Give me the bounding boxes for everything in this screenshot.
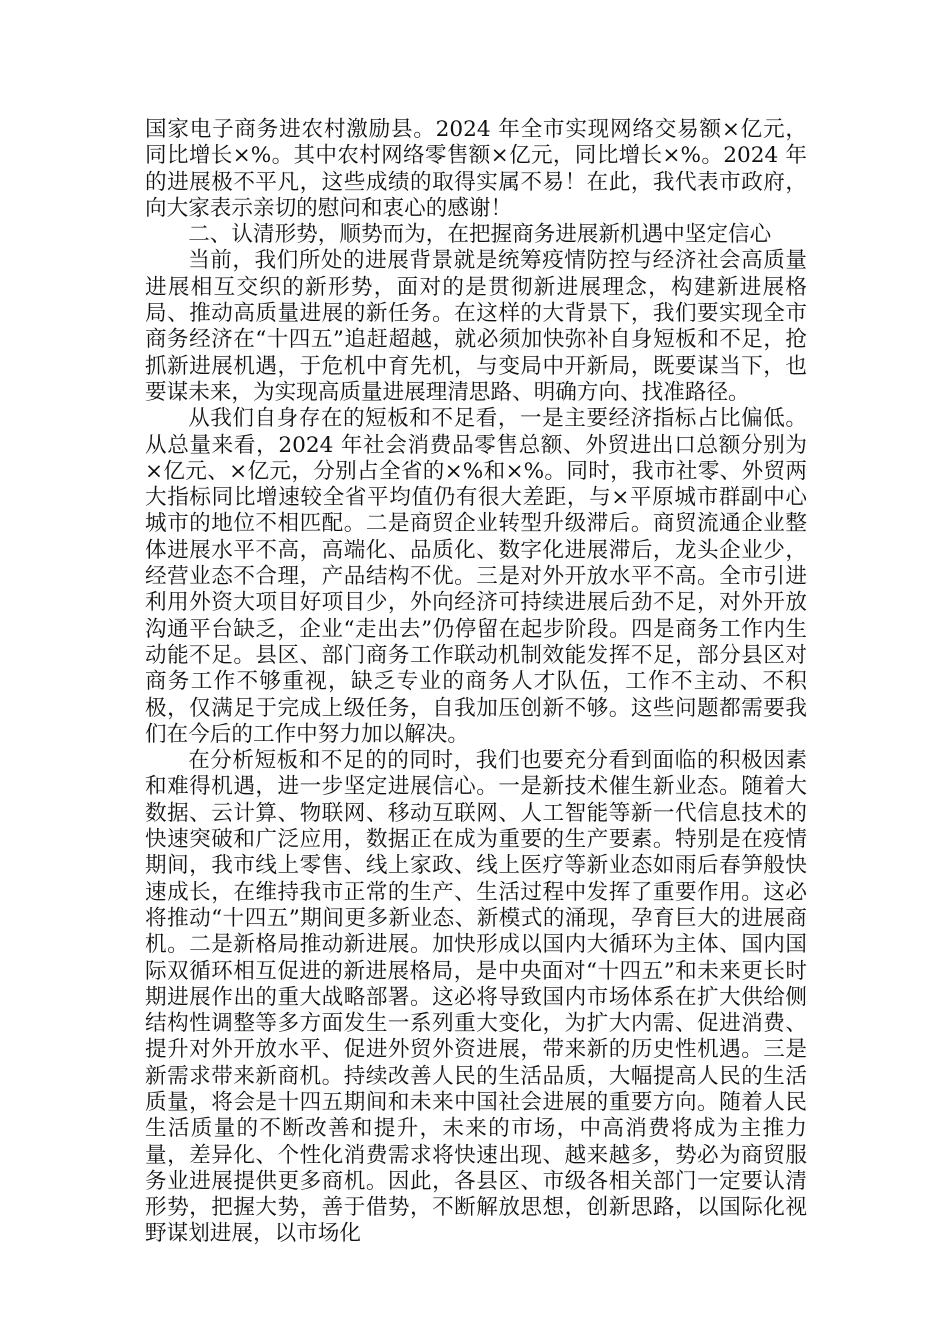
paragraph-achievements: 国家电子商务进农村激励县。2024 年全市实现网络交易额×亿元，同比增长×%。其中农村网络零售额×亿元，同比增长×%。2024 年的进展极不平凡，这些成绩的取得实属不易！在此，我代表市政府，向大家表示亲切的慰问和衷心的感谢！ xyxy=(145,117,807,221)
paragraph-current-situation: 当前，我们所处的进展背景就是统筹疫情防控与经济社会高质量进展相互交织的新形势，面对的是贯彻新进展理念，构建新进展格局、推动高质量进展的新任务。在这样的大背景下，我们要实现全市商务经济在“十四五”追赶超越，就必须加快弥补自身短板和不足，抢抓新进展机遇，于危机中育先机，与变局中开新局，既要谋当下，也要谋未来，为实现高质量进展理清思路、明确方向、找准路径。 xyxy=(145,248,807,405)
section-heading: 二、认清形势，顺势而为，在把握商务进展新机遇中坚定信心 xyxy=(188,222,772,248)
document-body xyxy=(145,117,807,1248)
paragraph-shortcomings: 从我们自身存在的短板和不足看，一是主要经济指标占比偏低。从总量来看，2024 年社会消费品零售总额、外贸进出口总额分别为×亿元、×亿元，分别占全省的×%和×%。同时，我市社零、外贸两大指标同比增速较全省平均值仍有很大差距，与×平原城市群副中心城市的地位不相匹配。二是商贸企业转型升级滞后。商贸流通企业整体进展水平不高，高端化、品质化、数字化进展滞后，龙头企业少，经营业态不合理，产品结构不优。三是对外开放水平不高。全市引进利用外资大项目好项目少，外向经济可持续进展后劲不足，对外开放沟通平台缺乏，企业“走出去”仍停留在起步阶段。四是商务工作内生动能不足。县区、部门商务工作联动机制效能发挥不足，部分县区对商务工作不够重视，缺乏专业的商务人才队伍，工作不主动、不积极，仅满足于完成上级任务，自我加压创新不够。这些问题都需要我们在今后的工作中努力加以解决。 xyxy=(145,406,807,747)
paragraph-opportunities: 在分析短板和不足的的同时，我们也要充分看到面临的积极因素和难得机遇，进一步坚定进展信心。一是新技术催生新业态。随着大数据、云计算、物联网、移动互联网、人工智能等新一代信息技术的快速突破和广泛应用，数据正在成为重要的生产要素。特别是在疫情期间，我市线上零售、线上家政、线上医疗等新业态如雨后春笋般快速成长，在维持我市正常的生产、生活过程中发挥了重要作用。这必将推动“十四五”期间更多新业态、新模式的涌现，孕育巨大的进展商机。二是新格局推动新进展。加快形成以国内大循环为主体、国内国际双循环相互促进的新进展格局，是中央面对“十四五”和未来更长时期进展作出的重大战略部署。这必将导致国内市场体系在扩大供给侧结构性调整等多方面发生一系列重大变化，为扩大内需、促进消费、提升对外开放水平、促进外贸外资进展，带来新的历史性机遇。三是新需求带来新商机。持续改善人民的生活品质，大幅提高人民的生活质量，将会是十四五期间和未来中国社会进展的重要方向。随着人民生活质量的不断改善和提升，未来的市场，中高消费将成为主推力量，差异化、个性化消费需求将快速出现、越来越多，势必为商贸服务业进展提供更多商机。因此，各县区、市级各相关部门一定要认清形势，把握大势，善于借势，不断解放思想，创新思路，以国际化视野谋划进展，以市场化 xyxy=(145,748,807,1247)
